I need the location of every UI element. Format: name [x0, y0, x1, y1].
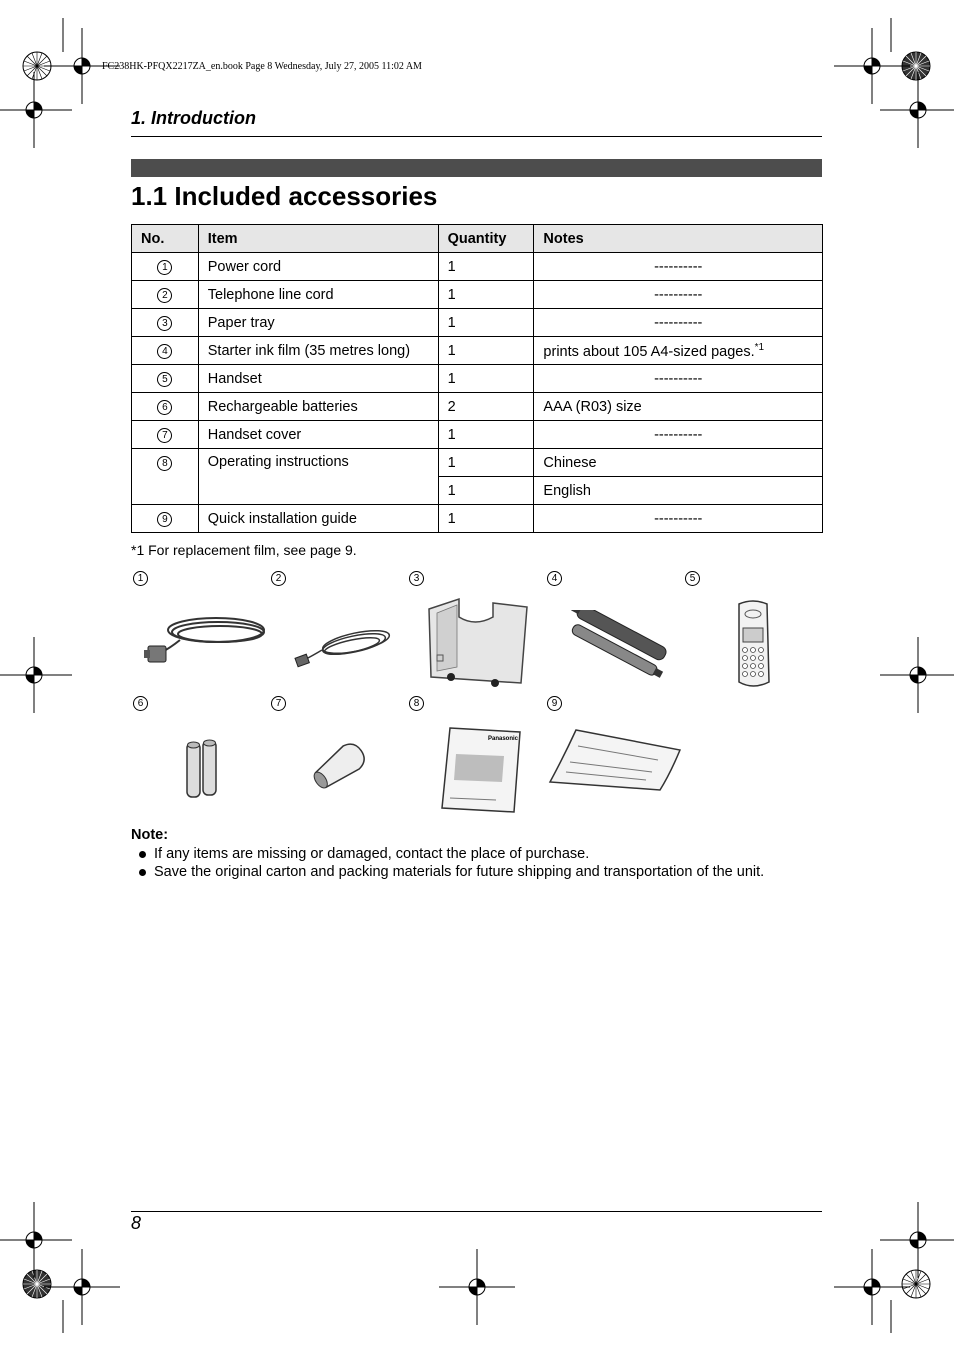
illustration-label: 4 — [547, 571, 562, 586]
row-notes: AAA (R03) size — [534, 393, 823, 421]
illustration-label: 7 — [271, 696, 286, 711]
row-quantity: 1 — [438, 281, 534, 309]
row-number: 6 — [132, 393, 199, 421]
row-notes — [534, 337, 823, 365]
table-row — [132, 365, 823, 393]
table-row — [132, 253, 823, 281]
section-label: 1. Introduction — [131, 108, 256, 128]
footnote-ref: *1 — [754, 341, 765, 353]
booklet-illustration — [440, 726, 522, 814]
table-row — [132, 421, 823, 449]
row-quantity: 1 — [438, 477, 534, 505]
table-row — [132, 505, 823, 533]
row-notes: Chinese — [534, 449, 823, 477]
header-rule — [131, 136, 822, 137]
illustration-label: 5 — [685, 571, 700, 586]
table-row — [132, 281, 823, 309]
row-quantity: 1 — [438, 309, 534, 337]
accessories-table — [131, 224, 823, 533]
row-item: Paper tray — [198, 309, 438, 337]
notes-text: prints about 105 A4-sized pages. — [543, 343, 755, 360]
row-quantity: 1 — [438, 421, 534, 449]
row-quantity: 1 — [438, 505, 534, 533]
note-label: Note: — [131, 827, 169, 843]
illustration-label: 6 — [133, 696, 148, 711]
handset-illustration — [733, 598, 773, 690]
row-number: 1 — [132, 253, 199, 281]
row-notes: ---------- — [534, 253, 823, 281]
row-item: Handset cover — [198, 421, 438, 449]
paper-tray-illustration — [423, 597, 531, 689]
booklet-brand: Panasonic — [488, 736, 519, 742]
page-number: 8 — [131, 1213, 142, 1233]
row-number: 3 — [132, 309, 199, 337]
table-row — [132, 449, 823, 477]
row-notes: ---------- — [534, 421, 823, 449]
row-quantity: 1 — [438, 253, 534, 281]
illustration-label: 3 — [409, 571, 424, 586]
table-row — [132, 337, 823, 365]
table-row — [132, 309, 823, 337]
note-list — [131, 846, 764, 882]
row-item: Rechargeable batteries — [198, 393, 438, 421]
col-header-no: No. — [132, 225, 199, 253]
row-number: 4 — [132, 337, 199, 365]
row-quantity: 2 — [438, 393, 534, 421]
row-number: 9 — [132, 505, 199, 533]
row-notes: ---------- — [534, 309, 823, 337]
section-bar — [131, 159, 822, 177]
print-meta-line: FC238HK-PFQX2217ZA_en.book Page 8 Wednesday, July 27, 2005 11:02 AM — [102, 61, 422, 72]
quick-guide-illustration — [548, 728, 682, 792]
footer-rule — [131, 1211, 822, 1212]
bullet-icon — [139, 851, 146, 858]
illustration-label: 9 — [547, 696, 562, 711]
row-number: 5 — [132, 365, 199, 393]
row-quantity: 1 — [438, 365, 534, 393]
row-item: Quick installation guide — [198, 505, 438, 533]
row-notes: ---------- — [534, 281, 823, 309]
illustration-label: 1 — [133, 571, 148, 586]
batteries-illustration — [184, 737, 220, 799]
row-notes: ---------- — [534, 365, 823, 393]
list-item: Save the original carton and packing materials for future shipping and transportation of the unit. — [131, 864, 764, 882]
table-row — [132, 393, 823, 421]
illustration-label: 2 — [271, 571, 286, 586]
row-number: 7 — [132, 421, 199, 449]
row-item: Operating instructions — [198, 449, 438, 505]
row-item: Handset — [198, 365, 438, 393]
row-item: Starter ink film (35 metres long) — [198, 337, 438, 365]
list-item: If any items are missing or damaged, contact the place of purchase. — [131, 846, 764, 864]
bullet-icon — [139, 869, 146, 876]
row-quantity: 1 — [438, 337, 534, 365]
row-item: Telephone line cord — [198, 281, 438, 309]
telephone-line-cord-illustration — [292, 626, 392, 671]
table-header-row — [132, 225, 823, 253]
handset-cover-illustration — [308, 740, 370, 792]
row-number: 2 — [132, 281, 199, 309]
row-notes: English — [534, 477, 823, 505]
col-header-item: Item — [198, 225, 438, 253]
col-header-notes: Notes — [534, 225, 823, 253]
row-quantity: 1 — [438, 449, 534, 477]
ink-film-illustration — [560, 610, 670, 680]
col-header-quantity: Quantity — [438, 225, 534, 253]
power-cord-illustration — [140, 612, 270, 672]
row-notes: ---------- — [534, 505, 823, 533]
illustration-label: 8 — [409, 696, 424, 711]
footnote: *1 For replacement film, see page 9. — [131, 542, 357, 558]
row-number: 8 — [132, 449, 199, 505]
page-title: 1.1 Included accessories — [131, 181, 438, 211]
row-item: Power cord — [198, 253, 438, 281]
